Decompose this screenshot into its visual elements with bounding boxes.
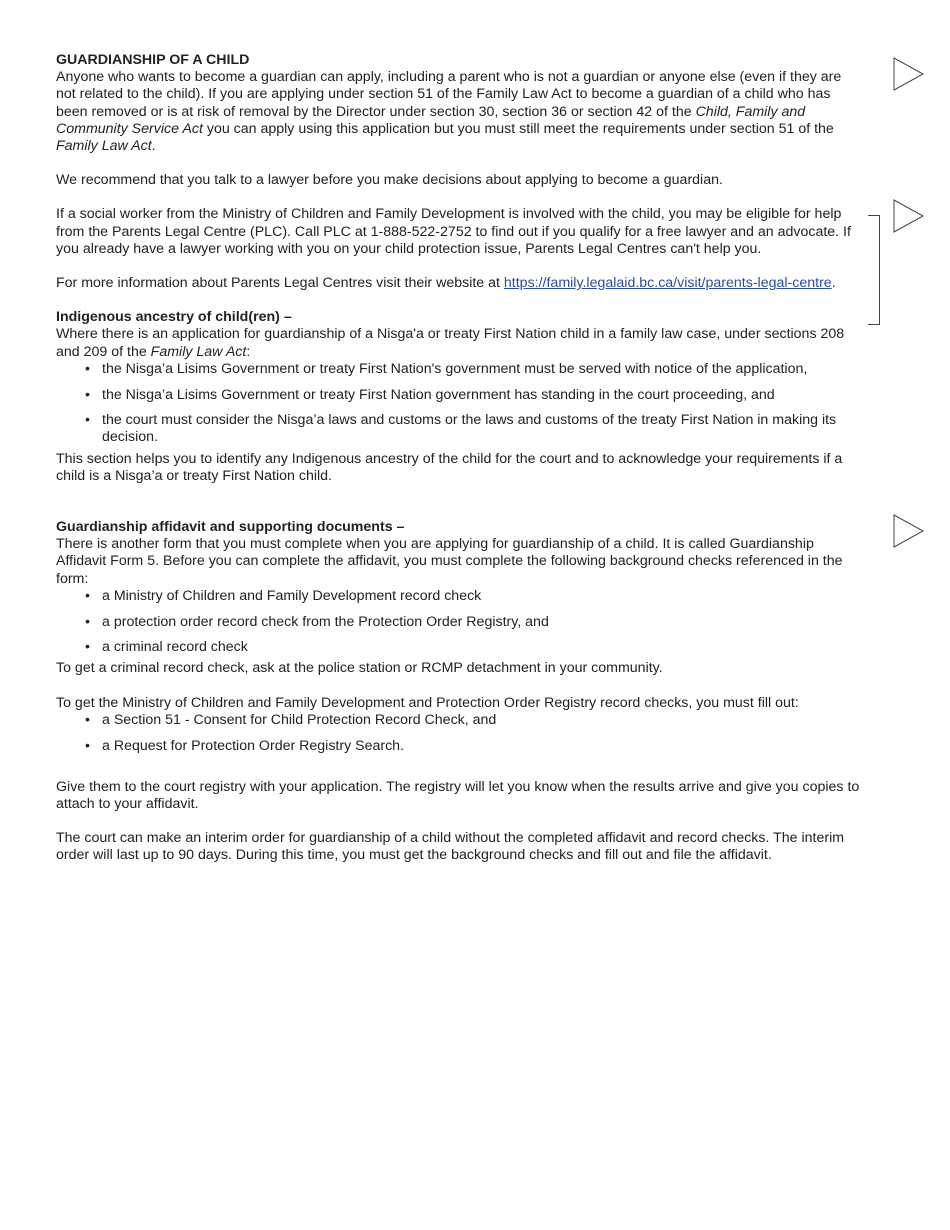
interim-order-info: The court can make an interim order for guardianship of a child without the completed affidavit and record checks. The interim order will last up to 90 days. During this time, you must get the background checks and fill out and file the affidavit. [56,830,845,864]
list-item: • the court must consider the Nisga’a laws and customs or the laws and customs of the treaty First Nation in making its decision. [102,412,862,446]
list-item: • the Nisga’a Lisims Government or treaty First Nation government has standing in the court proceeding, and [102,387,862,404]
list-item: • a criminal record check [102,639,862,656]
indigenous-closing: This section helps you to identify any Indigenous ancestry of the child for the court and to acknowledge your requirements if a child is a Nisga’a or treaty First Nation child. [56,450,843,484]
section-marker-icon [892,56,926,92]
lawyer-recommendation: We recommend that you talk to a lawyer before you make decisions about applying to become a guardian. [56,172,723,189]
indigenous-heading: Indigenous ancestry of child(ren) – [56,309,292,326]
background-checks-list [56,588,862,657]
section-marker-icon [892,198,926,234]
indigenous-requirements-list [56,361,862,447]
plc-bracket [868,215,880,325]
affidavit-heading: Guardianship affidavit and supporting documents – [56,519,405,536]
guardianship-intro: Anyone who wants to become a guardian can apply, including a parent who is not a guardian or anyone else (even if they are not related to the child). If you are applying under section 51 of the Family Law Act to become a guardian of a child who has been removed or is at risk of removal by the Director under section 30, section 36 or section 42 of the Child, Family and Community Service Act you can apply using this application but you must still meet the requirements under section 51 of the Family Law Act. [56,69,842,155]
registry-intro: To get the Ministry of Children and Family Development and Protection Order Registry record checks, you must fill out: [56,694,799,711]
plc-website-link[interactable]: https://family.legalaid.bc.ca/visit/parents-legal-centre [503,275,832,292]
instructions-content [56,52,862,865]
cfcsa-act: Child, Family and Community Service Act [56,103,806,137]
list-item: • a protection order record check from the Protection Order Registry, and [102,614,862,631]
list-item: • a Ministry of Children and Family Development record check [102,588,862,605]
indigenous-intro: Where there is an application for guardianship of a Nisga'a or treaty First Nation child in a family law case, under sections 208 and 209 of the Family Law Act: [56,326,845,360]
give-them-info: Give them to the court registry with your application. The registry will let you know when the results arrive and give you copies to attach to your affidavit. [56,778,860,812]
affidavit-intro: There is another form that you must complete when you are applying for guardianship of a child. It is called Guardianship Affidavit Form 5. Before you can complete the affidavit, you must complete the following background checks referenced in the form: [56,536,843,587]
criminal-check-info: To get a criminal record check, ask at the police station or RCMP detachment in your community. [56,660,663,677]
list-item: • a Request for Protection Order Registry Search. [102,738,862,755]
list-item: • a Section 51 - Consent for Child Protection Record Check, and [102,712,862,729]
plc-more-info: For more information about Parents Legal Centres visit their website at https://family.legalaid.bc.ca/visit/parents-legal-centre. [56,275,836,292]
registry-forms-list [56,712,862,755]
plc-info: If a social worker from the Ministry of Children and Family Development is involved with the child, you may be eligible for help from the Parents Legal Centre (PLC). Call PLC at 1-888-522-2752 to find out if you qualify for a free lawyer and an advocate. If you already have a lawyer working with you on your child protection issue, Parents Legal Centres can't help you. [56,206,851,257]
section-marker-icon [892,513,926,549]
family-law-act: Family Law Act [150,343,247,360]
guardianship-title: GUARDIANSHIP OF A CHILD [56,52,250,68]
list-item: • the Nisga’a Lisims Government or treaty First Nation's government must be served with notice of the application, [102,361,862,378]
family-law-act: Family Law Act [56,138,152,155]
